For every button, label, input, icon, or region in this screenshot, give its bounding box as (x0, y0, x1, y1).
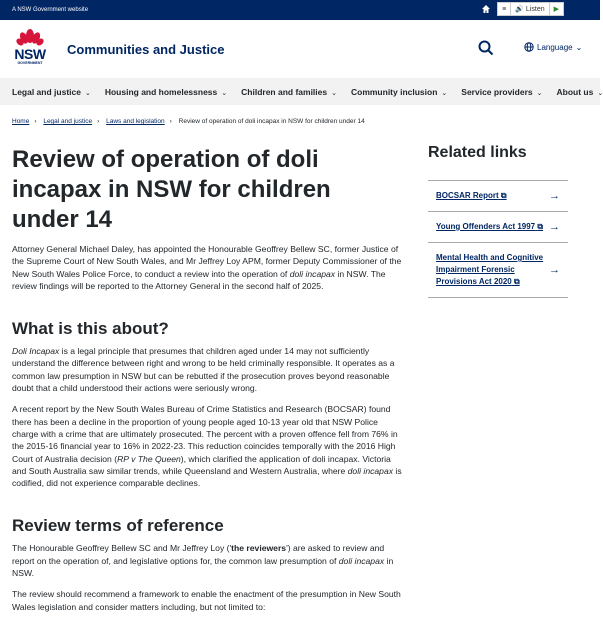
terms-paragraph-2: The review should recommend a framework to enable the enactment of the presumption in New South Wales legislation and consider matters including, but not limited to: (12, 589, 401, 612)
play-icon[interactable]: ▶ (553, 6, 559, 13)
arrow-right-icon: → (549, 264, 560, 276)
nav-legal-and-justice[interactable]: Legal and justice ⌄ (12, 86, 91, 97)
home-icon[interactable] (481, 4, 491, 14)
main-nav (0, 78, 603, 105)
breadcrumb: Home › Legal and justice › Laws and legislation › Review of operation of doli incapax in NSW for children under 14 (12, 118, 365, 125)
arrow-right-icon: → (549, 221, 560, 233)
listen-button[interactable]: 🔊 Listen (511, 3, 549, 15)
related-links-title: Related links (428, 144, 527, 161)
language-selector[interactable]: Language ⌄ (524, 42, 582, 52)
related-link-mental-health[interactable]: Mental Health and Cognitive Impairment Forensic Provisions Act 2020 ⧉ → (428, 242, 568, 298)
chevron-down-icon: ⌄ (331, 89, 337, 97)
nav-children-families[interactable]: Children and families ⌄ (241, 86, 337, 97)
chevron-down-icon: ⌄ (441, 89, 448, 97)
nav-housing[interactable]: Housing and homelessness ⌄ (104, 86, 228, 97)
nsw-logo[interactable]: NSW GOVERNMENT (12, 28, 48, 70)
chevron-down-icon: ⌄ (84, 89, 91, 97)
about-paragraph-2: A recent report by the New South Wales Bureau of Crime Statistics and Research (BOCSAR) found there has been a decline in the proportion of young people aged 10-13 year old that NSW Police charge with a crime that are ultimately prosecuted. The percent with a proven offence fell from 76% in the 2015-16 financial year to 16% in 2022-23. This reduction coincides temporally with the 2016 High Court of Australia decision (RP v The Queen), which clarified the application of doli incapax. Victoria and South Australia saw similar trends, while Queensland and Western Australia, where doli incapax is codified, did not experience comparable declines. (12, 404, 402, 489)
related-links (428, 144, 568, 298)
chevron-down-icon: ⌄ (536, 89, 543, 97)
breadcrumb-current: Review of operation of doli incapax in NSW for children under 14 (178, 118, 365, 125)
readspeaker-widget[interactable] (497, 2, 564, 16)
site-title[interactable]: Communities and Justice (67, 41, 225, 57)
chevron-down-icon: ⌄ (597, 89, 603, 97)
nav-service-providers[interactable]: Service providers ⌄ (461, 86, 543, 97)
site-header (0, 20, 600, 78)
breadcrumb-legal[interactable]: Legal and justice (43, 118, 93, 125)
related-link-bocsar[interactable]: BOCSAR Report ⧉ → (428, 180, 568, 211)
heading-what-is-this-about: What is this about? (12, 319, 169, 339)
menu-icon[interactable]: ≡ (498, 3, 511, 15)
breadcrumb-home[interactable]: Home (12, 118, 30, 125)
globe-icon (524, 42, 534, 52)
intro-paragraph: Attorney General Michael Daley, has appointed the Honourable Geoffrey Bellew SC, former Justice of the Supreme Court of New South Wales, and Mr Jeffrey Loy APM, former Deputy Commissioner of the New South Wales Police Force, to conduct a review into the operation of doli incapax in NSW. The review findings will be reported to the Attorney General in the second half of 2025. (12, 244, 402, 291)
arrow-right-icon: → (549, 190, 560, 202)
breadcrumb-laws[interactable]: Laws and legislation (106, 118, 165, 125)
external-link-icon: ⧉ (513, 277, 520, 286)
terms-paragraph-1: The Honourable Geoffrey Bellew SC and Mr Jeffrey Loy ('the reviewers') are asked to review and report on the operation of, and legislative options for, the common law presumption of doli incapax in NSW. (12, 543, 394, 579)
waratah-icon (17, 28, 43, 48)
external-link-icon: ⧉ (537, 222, 544, 231)
chevron-down-icon: ⌄ (221, 89, 228, 97)
chevron-down-icon: ⌄ (575, 42, 583, 52)
page-title: Review of operation of doli incapax in NSW for children under 14 (12, 146, 331, 233)
heading-terms-of-reference: Review terms of reference (12, 516, 224, 536)
related-link-young-offenders[interactable]: Young Offenders Act 1997 ⧉ → (428, 211, 568, 242)
about-paragraph-1: Doli Incapax is a legal principle that presumes that children aged under 14 may not sufficiently understand the difference between right and wrong to be held criminally responsible. It operates as a common law presumption in NSW but can be rebutted if the prosecution proves beyond reasonable doubt that a child understood their actions were seriously wrong. (12, 346, 395, 394)
main-content (12, 145, 402, 622)
external-link-icon: ⧉ (500, 191, 507, 200)
gov-website-label: A NSW Government website (12, 7, 89, 13)
nav-community-inclusion[interactable]: Community inclusion ⌄ (350, 86, 448, 97)
top-bar (0, 0, 600, 20)
nav-about-us[interactable]: About us ⌄ (556, 86, 603, 97)
search-icon[interactable] (478, 40, 494, 56)
